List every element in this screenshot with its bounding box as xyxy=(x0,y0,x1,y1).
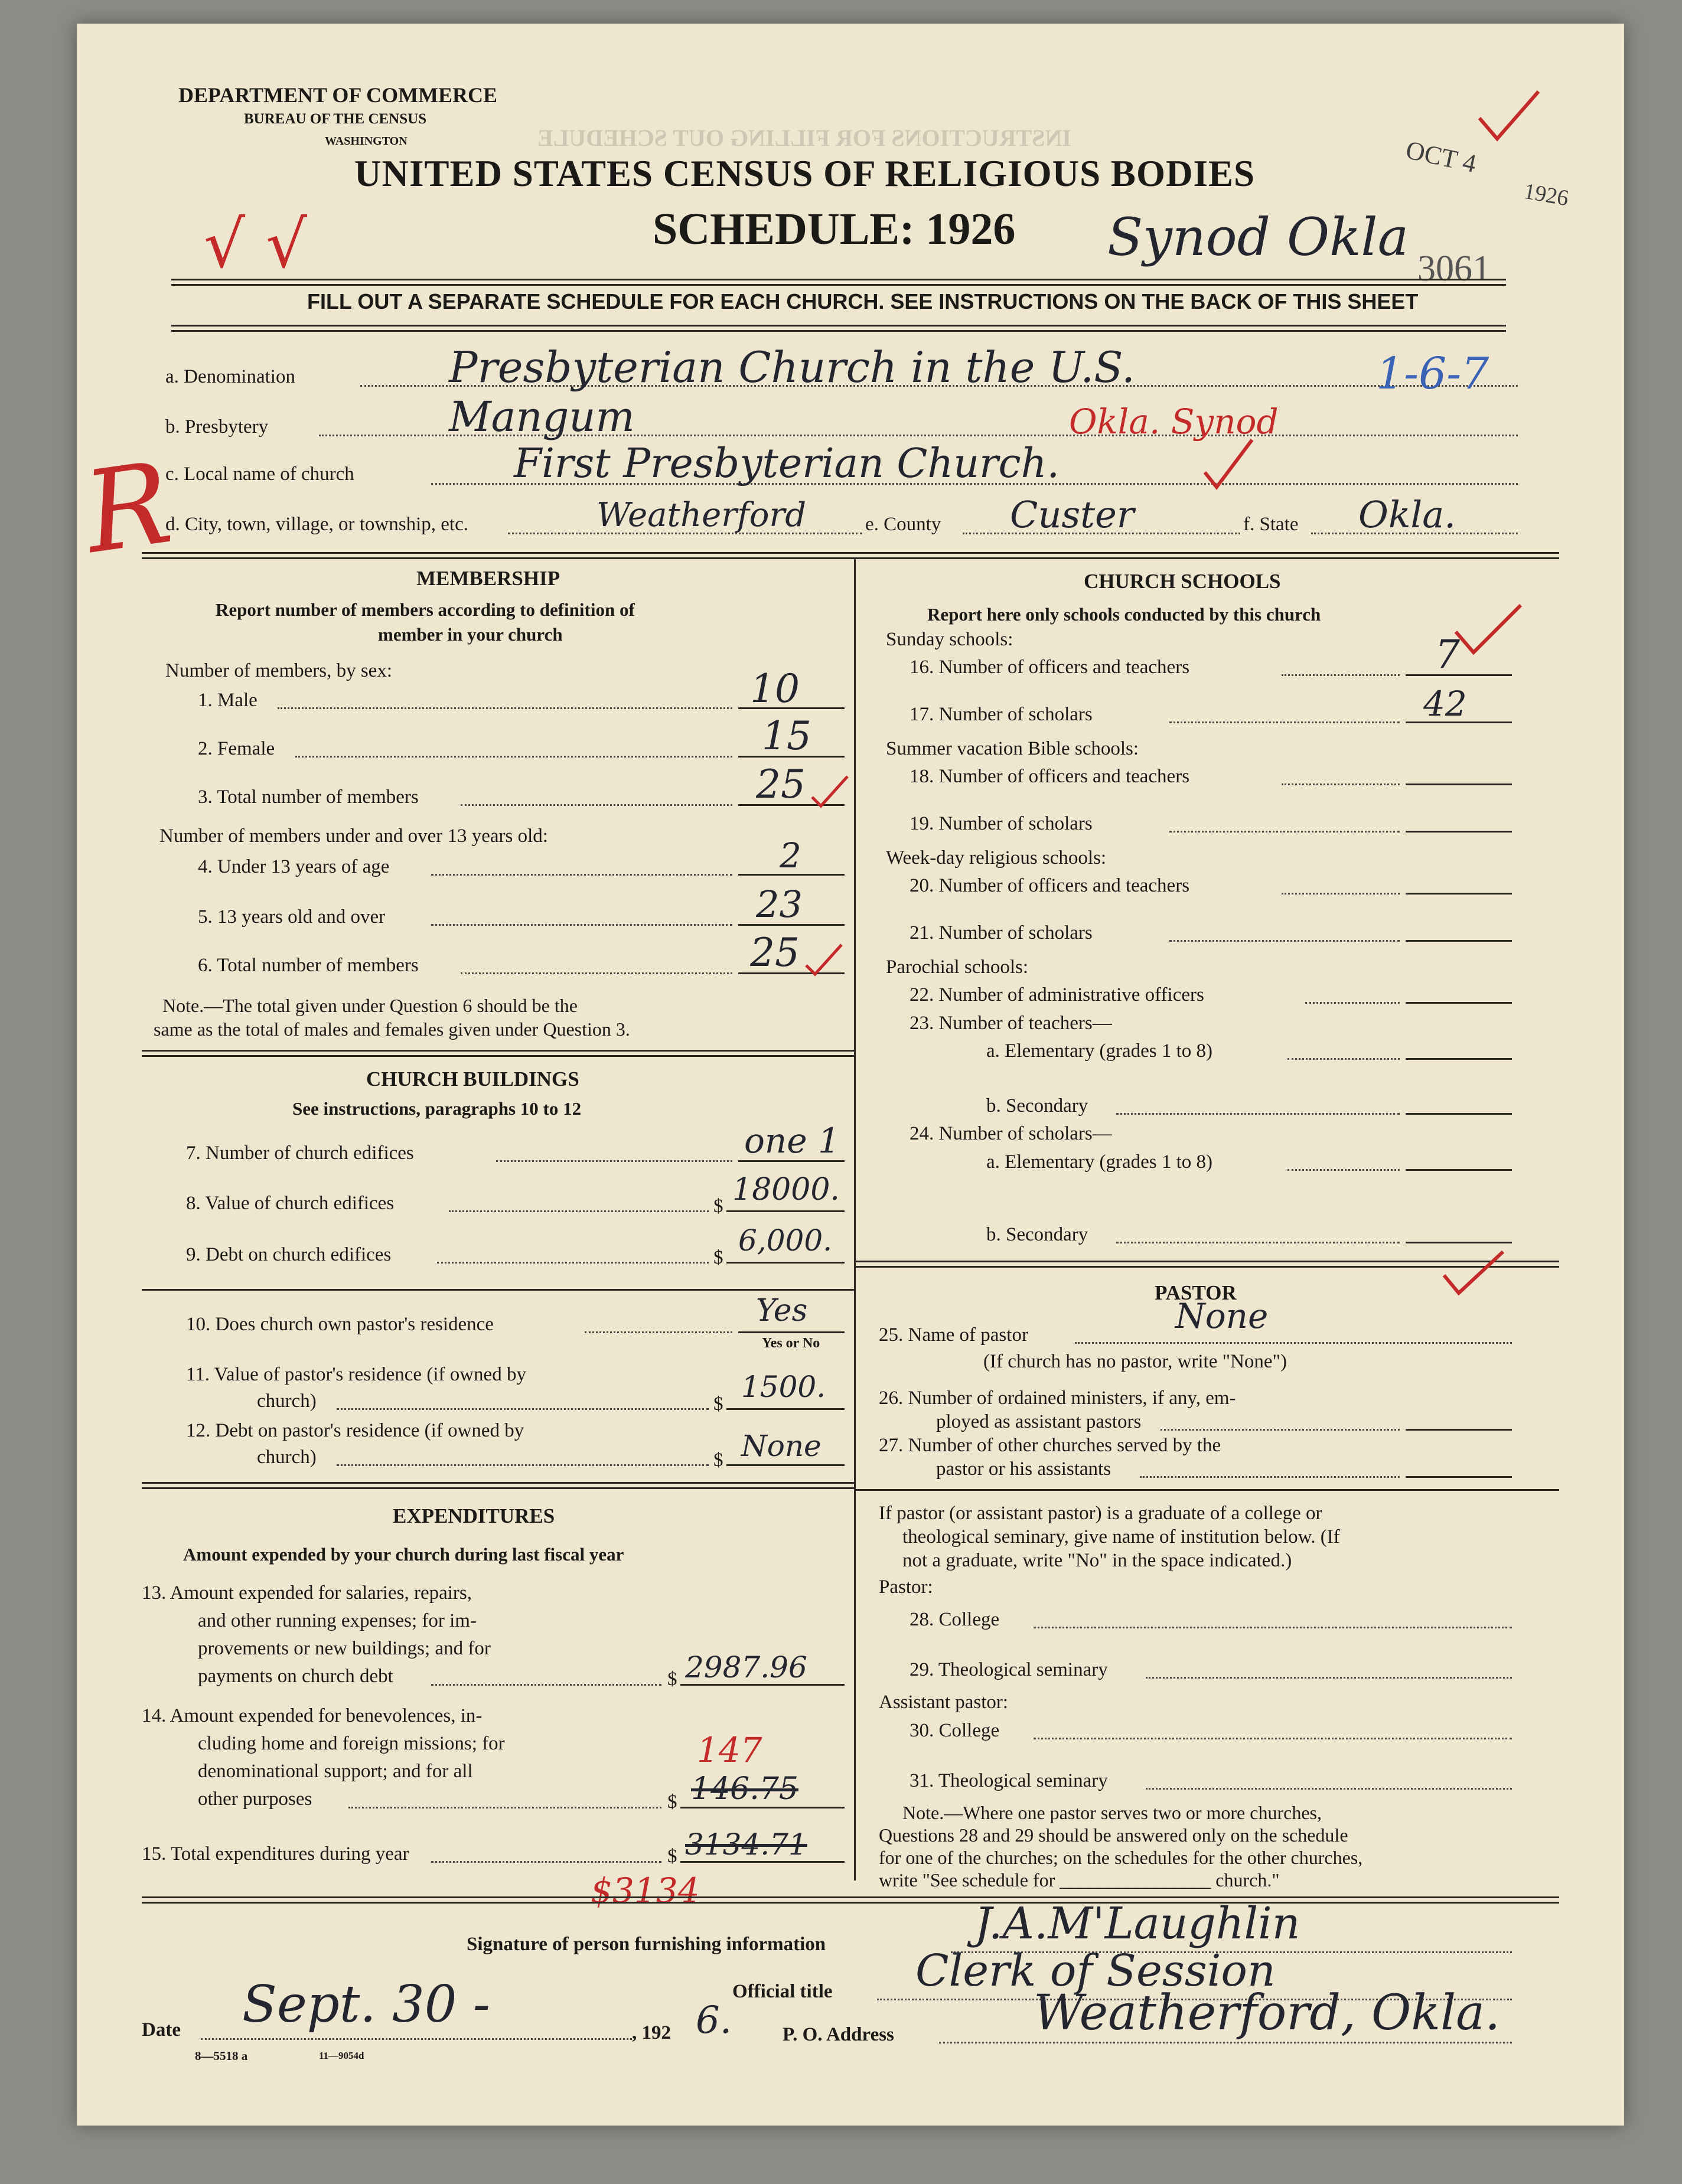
q27-label-line-2: pastor or his assistants xyxy=(936,1458,1111,1480)
q3-total-label: 3. Total number of members xyxy=(198,786,419,808)
local-name-label: c. Local name of church xyxy=(165,463,354,485)
q22-answer-line xyxy=(1406,1002,1512,1004)
q13-label-line-3: provements or new buildings; and for xyxy=(198,1638,491,1659)
q23b-secondary-label: b. Secondary xyxy=(986,1095,1088,1117)
header-rule-top xyxy=(171,279,1506,286)
q24-scholars-label: 24. Number of scholars— xyxy=(910,1123,1112,1144)
header-rule-bottom xyxy=(171,325,1506,332)
q15-correction: $3134 xyxy=(591,1870,700,1911)
membership-rule xyxy=(142,1050,854,1057)
q26-leader xyxy=(1161,1429,1400,1431)
q10-yes-no-hint: Yes or No xyxy=(762,1336,820,1351)
q1-male-label: 1. Male xyxy=(198,690,257,711)
red-check-mark-icon xyxy=(803,942,845,977)
buildings-rule xyxy=(142,1482,854,1489)
q13-running-expenses-value: 2987.96 xyxy=(685,1650,807,1684)
red-check-mark-icon xyxy=(1453,602,1524,655)
q14-answer-line xyxy=(680,1807,845,1808)
q7-leader xyxy=(496,1160,732,1162)
graduate-instructions-2: theological seminary, give name of institution below. (If xyxy=(902,1526,1340,1548)
q27-leader xyxy=(1140,1476,1400,1478)
q29-seminary-label: 29. Theological seminary xyxy=(910,1659,1108,1680)
q31-leader xyxy=(1146,1788,1512,1790)
q30-assistant-college-label: 30. College xyxy=(910,1720,1000,1741)
red-check-mark-icon xyxy=(1441,1249,1506,1296)
q16-leader xyxy=(1282,674,1400,676)
margin-mark-r: R xyxy=(77,438,179,579)
q23a-leader xyxy=(1287,1058,1400,1060)
q25-none-hint: (If church has no pastor, write "None") xyxy=(983,1351,1287,1372)
sunday-schools-label: Sunday schools: xyxy=(886,629,1013,650)
q6-leader xyxy=(461,972,732,974)
state-label: f. State xyxy=(1243,514,1299,535)
q6-total-value: 25 xyxy=(750,930,800,975)
q9-debt-value: 6,000. xyxy=(738,1223,833,1258)
q9-answer-line xyxy=(726,1262,845,1264)
q24b-secondary-label: b. Secondary xyxy=(986,1224,1088,1245)
q9-debt-label: 9. Debt on church edifices xyxy=(186,1244,392,1265)
buildings-subheading: See instructions, paragraphs 10 to 12 xyxy=(292,1098,582,1119)
q24b-answer-line xyxy=(1406,1242,1512,1243)
check-marks-note: √ √ xyxy=(204,207,308,282)
q25-pastor-name-label: 25. Name of pastor xyxy=(879,1324,1028,1346)
q29-leader xyxy=(1146,1677,1512,1679)
q13-running-expenses-label: 13. Amount expended for salaries, repairs, xyxy=(142,1582,472,1604)
po-address-label: P. O. Address xyxy=(783,2024,894,2045)
presbytery-note: Okla. Synod xyxy=(1069,401,1279,442)
members-by-sex: Number of members, by sex: xyxy=(165,660,392,681)
q11-pastor-residence-value: 1500. xyxy=(741,1370,826,1404)
city-label: d. City, town, village, or township, etc. xyxy=(165,514,468,535)
q20-leader xyxy=(1282,893,1400,895)
q12-pastor-residence-debt-value: None xyxy=(741,1429,822,1463)
q19-leader xyxy=(1169,831,1400,833)
pastor-note-4: write "See schedule for ________________ church." xyxy=(879,1869,1280,1891)
q2-female-label: 2. Female xyxy=(198,738,275,759)
q14-dollar-sign: $ xyxy=(667,1791,677,1813)
schools-heading: CHURCH SCHOOLS xyxy=(1084,570,1281,593)
q18-answer-line xyxy=(1406,784,1512,785)
q10-residence-value: Yes xyxy=(756,1293,808,1328)
buildings-thin-rule xyxy=(142,1289,854,1291)
q22-leader xyxy=(1305,1002,1400,1004)
q16-sunday-officers-value: 7 xyxy=(1435,632,1460,677)
q23a-answer-line xyxy=(1406,1058,1512,1060)
q26-assistant-ministers-label: 26. Number of ordained ministers, if any, em- xyxy=(879,1388,1236,1409)
q22-admin-officers-label: 22. Number of administrative officers xyxy=(910,984,1204,1006)
q11-leader xyxy=(337,1408,709,1410)
department-name: DEPARTMENT OF COMMERCE xyxy=(178,83,498,107)
stamp-number: 3061 xyxy=(1417,249,1491,289)
q12-leader xyxy=(337,1464,709,1466)
red-check-mark-icon xyxy=(809,773,850,809)
q23-teachers-label: 23. Number of teachers— xyxy=(910,1013,1112,1034)
q20-weekday-officers-label: 20. Number of officers and teachers xyxy=(910,875,1190,896)
q25-leader xyxy=(1075,1342,1512,1344)
expenditures-heading: EXPENDITURES xyxy=(393,1504,555,1527)
column-divider xyxy=(854,558,856,1881)
q13-leader xyxy=(431,1684,661,1686)
q27-answer-line xyxy=(1406,1476,1512,1478)
q10-residence-label: 10. Does church own pastor's residence xyxy=(186,1314,494,1335)
membership-heading: MEMBERSHIP xyxy=(416,567,560,590)
bureau-name: BUREAU OF THE CENSUS xyxy=(244,111,427,127)
q26-label-line-2: ployed as assistant pastors xyxy=(936,1411,1142,1432)
q18-leader xyxy=(1282,784,1400,785)
red-check-mark-icon xyxy=(1202,437,1255,490)
q10-answer-line xyxy=(738,1331,845,1333)
q8-dollar-sign: $ xyxy=(713,1196,723,1217)
date-value: Sept. 30 - xyxy=(242,1975,490,2034)
q14-benevolences-value: 146.75 xyxy=(691,1771,798,1807)
q7-edifices-label: 7. Number of church edifices xyxy=(186,1142,414,1164)
q23a-elementary-label: a. Elementary (grades 1 to 8) xyxy=(986,1040,1213,1062)
q4-under13-label: 4. Under 13 years of age xyxy=(198,856,390,877)
q11-answer-line xyxy=(726,1408,845,1410)
date-label: Date xyxy=(142,2019,181,2041)
q5-over13-value: 23 xyxy=(756,883,803,926)
q17-sunday-scholars-label: 17. Number of scholars xyxy=(910,704,1093,725)
schools-subheading: Report here only schools conducted by this church xyxy=(927,604,1321,625)
buildings-heading: CHURCH BUILDINGS xyxy=(366,1067,579,1091)
q7-edifices-value: one 1 xyxy=(744,1121,840,1161)
parochial-schools-label: Parochial schools: xyxy=(886,956,1029,978)
q24a-answer-line xyxy=(1406,1169,1512,1171)
pastor-note-3: for one of the churches; on the schedules for the other churches, xyxy=(879,1847,1363,1868)
q12-pastor-residence-debt-label: 12. Debt on pastor's residence (if owned by xyxy=(186,1420,524,1441)
q21-answer-line xyxy=(1406,940,1512,942)
q14-label-line-2: cluding home and foreign missions; for xyxy=(198,1733,505,1754)
pastor-note-2: Questions 28 and 29 should be answered only on the schedule xyxy=(879,1824,1348,1846)
received-stamp-year: 1926 xyxy=(1521,178,1571,211)
membership-note: Note.—The total given under Question 6 should be the xyxy=(162,995,578,1016)
q19-answer-line xyxy=(1406,831,1512,833)
q24a-leader xyxy=(1287,1169,1400,1171)
footer-rule xyxy=(142,1896,1559,1904)
q9-leader xyxy=(437,1262,709,1264)
q8-value-value: 18000. xyxy=(732,1172,840,1207)
members-by-age: Number of members under and over 13 years old: xyxy=(159,825,548,847)
membership-note-2: same as the total of males and females given under Question 3. xyxy=(154,1018,630,1040)
signature-label: Signature of person furnishing information xyxy=(467,1934,826,1955)
q24b-leader xyxy=(1116,1242,1400,1243)
q4-leader xyxy=(431,874,732,876)
signature-value: J.A.M'Laughlin xyxy=(974,1898,1300,1949)
membership-subheading-2: member in your church xyxy=(378,624,563,645)
q6-total-label: 6. Total number of members xyxy=(198,955,419,976)
date-year-prefix: , 192 xyxy=(632,2022,671,2043)
q13-dollar-sign: $ xyxy=(667,1669,677,1690)
official-title-value: Clerk of Session xyxy=(915,1945,1276,1996)
q11-dollar-sign: $ xyxy=(713,1393,723,1415)
q15-total-expenditures-value: 3134.71 xyxy=(685,1827,807,1862)
q9-dollar-sign: $ xyxy=(713,1247,723,1268)
q11-label-line-2: church) xyxy=(257,1390,317,1412)
q1-leader xyxy=(278,707,732,709)
assistant-pastor-subsection-label: Assistant pastor: xyxy=(879,1692,1009,1713)
q23b-leader xyxy=(1116,1113,1400,1115)
pastor-subsection-label: Pastor: xyxy=(879,1576,933,1598)
q11-pastor-residence-value-label: 11. Value of pastor's residence (if owned by xyxy=(186,1364,526,1385)
separate-schedule-instructions: FILL OUT A SEPARATE SCHEDULE FOR EACH CHURCH. SEE INSTRUCTIONS ON THE BACK OF THIS SHEET xyxy=(307,289,1419,314)
q3-leader xyxy=(461,804,732,806)
q14-label-line-4: other purposes xyxy=(198,1788,312,1810)
bureau-city: WASHINGTON xyxy=(325,135,408,148)
summer-schools-label: Summer vacation Bible schools: xyxy=(886,738,1139,759)
q28-college-label: 28. College xyxy=(910,1609,1000,1630)
q30-leader xyxy=(1034,1738,1512,1739)
weekday-schools-label: Week-day religious schools: xyxy=(886,847,1107,869)
bleed-through-heading: INSTRUCTIONS FOR FILLING OUT SCHEDULE xyxy=(537,125,1071,151)
state-value: Okla. xyxy=(1358,493,1456,536)
section-rule xyxy=(142,552,1559,559)
q26-answer-line xyxy=(1406,1429,1512,1431)
q13-label-line-4: payments on church debt xyxy=(198,1666,393,1687)
city-value: Weatherford xyxy=(596,496,807,534)
q25-pastor-name-value: None xyxy=(1175,1296,1269,1336)
q19-summer-scholars-label: 19. Number of scholars xyxy=(910,813,1093,834)
q27-other-churches-label: 27. Number of other churches served by the xyxy=(879,1435,1221,1456)
q8-leader xyxy=(449,1210,709,1212)
red-check-mark-icon xyxy=(1476,89,1541,142)
q17-leader xyxy=(1169,722,1400,723)
schedule-year: SCHEDULE: 1926 xyxy=(653,204,1016,254)
q28-leader xyxy=(1034,1627,1512,1628)
q14-leader xyxy=(348,1807,661,1808)
q17-sunday-scholars-value: 42 xyxy=(1423,684,1467,724)
q23b-answer-line xyxy=(1406,1113,1512,1115)
pastor-thin-rule xyxy=(854,1489,1559,1491)
form-number: 8—5518 a xyxy=(195,2049,248,2063)
graduate-instructions: If pastor (or assistant pastor) is a graduate of a college or xyxy=(879,1503,1322,1524)
q21-weekday-scholars-label: 21. Number of scholars xyxy=(910,922,1093,944)
q14-benevolences-label: 14. Amount expended for benevolences, in- xyxy=(142,1705,483,1726)
q14-label-line-3: denominational support; and for all xyxy=(198,1761,473,1782)
q18-summer-officers-label: 18. Number of officers and teachers xyxy=(910,766,1190,787)
q15-dollar-sign: $ xyxy=(667,1846,677,1867)
graduate-instructions-3: not a graduate, write "No" in the space indicated.) xyxy=(902,1550,1292,1571)
q5-over13-label: 5. 13 years old and over xyxy=(198,906,386,928)
q14-correction: 147 xyxy=(697,1730,762,1770)
county-value: Custer xyxy=(1010,493,1135,536)
pastor-heading: PASTOR xyxy=(1155,1281,1237,1304)
q20-answer-line xyxy=(1406,893,1512,895)
q4-under13-value: 2 xyxy=(780,835,801,876)
q21-leader xyxy=(1169,940,1400,942)
membership-subheading: Report number of members according to definition of xyxy=(216,599,635,620)
pastor-note: Note.—Where one pastor serves two or more churches, xyxy=(902,1802,1322,1823)
q1-male-value: 10 xyxy=(750,666,800,711)
q12-answer-line xyxy=(726,1464,845,1466)
denomination-value: Presbyterian Church in the U.S. xyxy=(449,342,1135,392)
q3-total-value: 25 xyxy=(756,762,806,807)
date-year-value: 6. xyxy=(696,1999,732,2042)
q31-assistant-seminary-label: 31. Theological seminary xyxy=(910,1770,1108,1791)
census-schedule-sheet xyxy=(77,24,1624,2126)
presbytery-value: Mangum xyxy=(449,393,635,441)
q10-leader xyxy=(585,1331,732,1333)
q8-answer-line xyxy=(726,1210,845,1212)
print-number: 11—9054d xyxy=(319,2050,364,2061)
form-title: UNITED STATES CENSUS OF RELIGIOUS BODIES xyxy=(354,153,1256,194)
po-address-value: Weatherford, Okla. xyxy=(1034,1985,1501,2041)
q12-label-line-2: church) xyxy=(257,1447,317,1468)
county-label: e. County xyxy=(865,514,941,535)
expenditures-subheading: Amount expended by your church during last fiscal year xyxy=(183,1544,624,1565)
q24a-elementary-label: a. Elementary (grades 1 to 8) xyxy=(986,1151,1213,1173)
synod-note: Synod Okla xyxy=(1107,207,1409,267)
q15-total-expenditures-label: 15. Total expenditures during year xyxy=(142,1843,409,1865)
official-title-label: Official title xyxy=(732,1981,833,2002)
q16-sunday-officers-label: 16. Number of officers and teachers xyxy=(910,657,1190,678)
denomination-code: 1-6-7 xyxy=(1376,348,1489,399)
q8-value-label: 8. Value of church edifices xyxy=(186,1193,395,1214)
received-stamp-date: OCT 4 xyxy=(1403,135,1479,178)
po-address-line xyxy=(939,2042,1512,2043)
q12-dollar-sign: $ xyxy=(713,1450,723,1471)
q15-leader xyxy=(431,1861,661,1863)
q13-label-line-2: and other running expenses; for im- xyxy=(198,1610,477,1631)
presbytery-label: b. Presbytery xyxy=(165,416,269,438)
q2-female-value: 15 xyxy=(762,713,811,759)
q2-leader xyxy=(295,756,732,758)
date-line xyxy=(201,2038,632,2040)
local-name-value: First Presbyterian Church. xyxy=(514,440,1060,487)
q5-leader xyxy=(431,924,732,926)
denomination-label: a. Denomination xyxy=(165,366,295,387)
